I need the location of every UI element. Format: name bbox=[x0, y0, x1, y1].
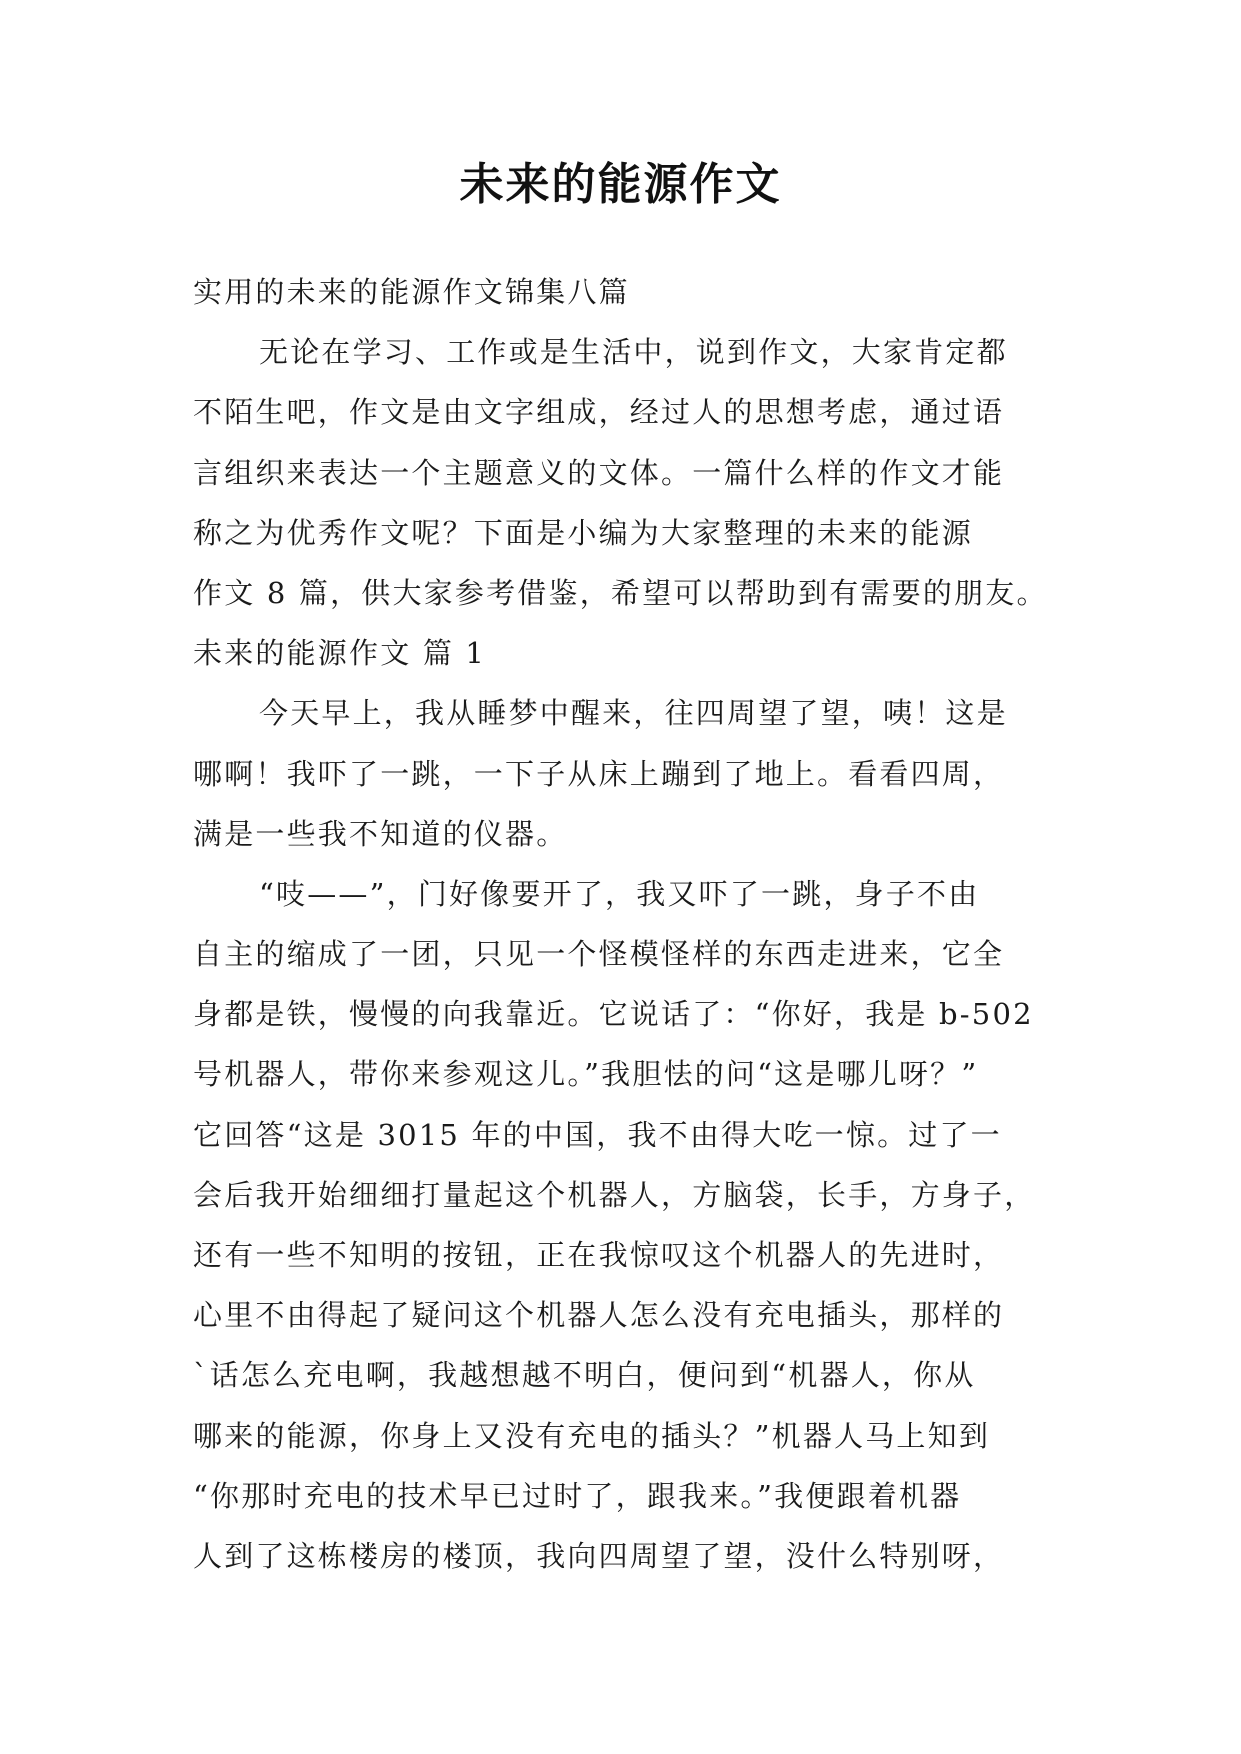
text-line: 心里不由得起了疑问这个机器人怎么没有充电插头，那样的 bbox=[193, 1298, 1005, 1333]
text-line: `话怎么充电啊，我越想越不明白，便问到“机器人，你从 bbox=[193, 1358, 976, 1393]
text-line: 不陌生吧，作文是由文字组成，经过人的思想考虑，通过语 bbox=[193, 395, 1005, 430]
text-line: 会后我开始细细打量起这个机器人，方脑袋，长手，方身子， bbox=[193, 1177, 1036, 1212]
text-line: 哪来的能源，你身上又没有充电的插头？”机器人马上知到 bbox=[193, 1418, 991, 1453]
text-line: 今天早上，我从睡梦中醒来，往四周望了望，咦！这是 bbox=[259, 696, 1008, 731]
document-title: 未来的能源作文 bbox=[459, 159, 782, 210]
text-line: 身都是铁，慢慢的向我靠近。它说话了：“你好，我是 b-502 bbox=[193, 997, 1034, 1032]
text-line: 哪啊！我吓了一跳，一下子从床上蹦到了地上。看看四周， bbox=[193, 756, 1005, 791]
text-line: “你那时充电的技术早已过时了，跟我来。”我便跟着机器 bbox=[193, 1478, 962, 1513]
text-line: 称之为优秀作文呢？下面是小编为大家整理的未来的能源 bbox=[193, 515, 974, 550]
text-line: “吱——”，门好像要开了，我又吓了一跳，身子不由 bbox=[259, 876, 980, 911]
text-line: 自主的缩成了一团，只见一个怪模怪样的东西走进来，它全 bbox=[193, 937, 1005, 972]
text-line: 言组织来表达一个主题意义的文体。一篇什么样的作文才能 bbox=[193, 455, 1005, 490]
text-line: 实用的未来的能源作文锦集八篇 bbox=[193, 275, 630, 309]
text-line: 它回答“这是 3015 年的中国，我不由得大吃一惊。过了一 bbox=[193, 1117, 1002, 1152]
text-line: 人到了这栋楼房的楼顶，我向四周望了望，没什么特别呀， bbox=[193, 1538, 1005, 1573]
text-line: 号机器人，带你来参观这儿。”我胆怯的问“这是哪儿呀？” bbox=[193, 1057, 979, 1092]
text-line: 还有一些不知明的按钮，正在我惊叹这个机器人的先进时， bbox=[193, 1238, 1005, 1272]
text-line: 满是一些我不知道的仪器。 bbox=[193, 816, 568, 851]
text-line: 作文 8 篇，供大家参考借鉴，希望可以帮助到有需要的朋友。 bbox=[193, 575, 1048, 610]
document-body bbox=[193, 262, 1063, 1586]
text-line: 无论在学习、工作或是生活中，说到作文，大家肯定都 bbox=[259, 335, 1008, 370]
text-line: 未来的能源作文 篇 1 bbox=[193, 636, 487, 671]
